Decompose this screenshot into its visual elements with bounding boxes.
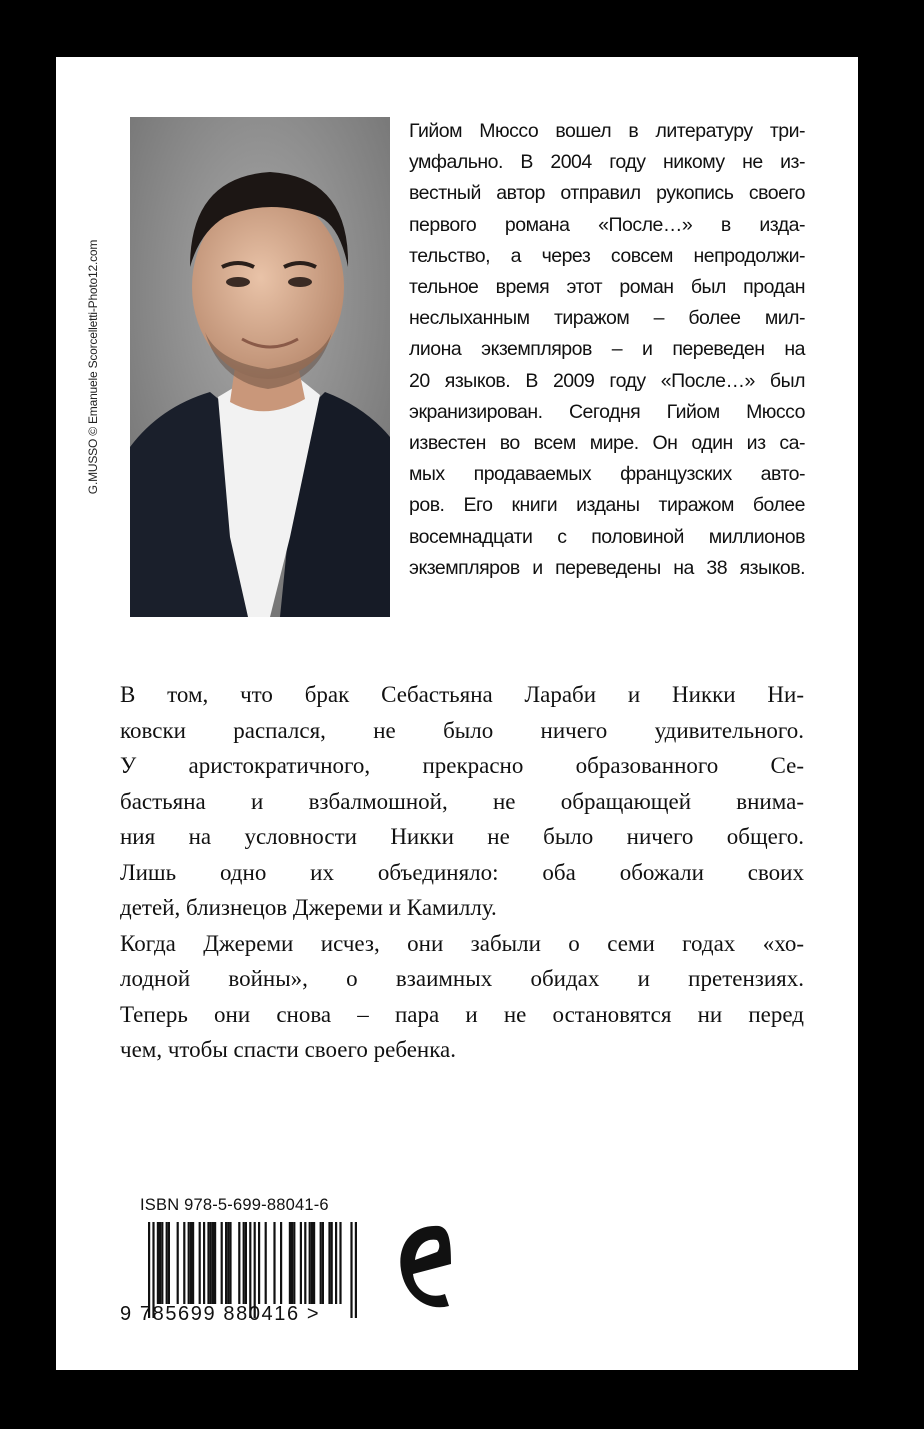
barcode-bar: [335, 1222, 337, 1304]
barcode-bar: [214, 1222, 216, 1304]
photo-credit: [86, 120, 104, 619]
bio-line: Гийом Мюссо вошел в литературу три-: [409, 120, 805, 142]
blurb-line: ния на условности Никки не было ничего общего.: [120, 824, 804, 849]
bio-line: тельство, а через совсем непродолжи-: [409, 244, 805, 267]
barcode-bar: [313, 1222, 315, 1304]
bio-line: известен во всем мире. Он один из са-: [409, 432, 805, 455]
barcode-bar: [229, 1222, 231, 1304]
barcode-bar: [289, 1222, 291, 1304]
eksmo-logo-icon: [393, 1220, 457, 1320]
barcode-bar: [258, 1222, 260, 1304]
barcode-bar: [199, 1222, 201, 1304]
barcode-bar: [157, 1222, 159, 1304]
bio-line: умфально. В 2004 году никому не из-: [409, 151, 805, 174]
blurb-line: Лишь одно их объединяло: оба обожали своих: [120, 859, 804, 885]
barcode-bar: [320, 1222, 322, 1304]
barcode-bar: [280, 1222, 282, 1304]
barcode-bar: [300, 1222, 302, 1304]
blurb-line: чем, чтобы спасти своего ребенка.: [120, 1037, 457, 1062]
bio-line: ров. Его книги изданы тиражом более: [409, 494, 805, 517]
barcode-bar: [331, 1222, 333, 1304]
barcode-bar: [168, 1222, 170, 1304]
barcode-bar: [328, 1222, 330, 1304]
barcode-bar: [188, 1222, 190, 1304]
barcode-bar: [166, 1222, 168, 1304]
author-bio: [409, 116, 805, 584]
barcode-bar: [311, 1222, 313, 1304]
barcode-digits: 9 785699 880416 >: [120, 1303, 321, 1325]
barcode-bar: [238, 1222, 240, 1304]
isbn-label: ISBN 978-5-699-88041-6: [140, 1196, 329, 1214]
bio-line: первого романа «После…» в изда-: [409, 213, 805, 236]
barcode-bar: [183, 1222, 185, 1304]
barcode-bar: [350, 1222, 352, 1318]
barcode-bar: [225, 1222, 227, 1304]
barcode-bar: [243, 1222, 245, 1304]
bio-line: 20 языков. В 2009 году «После…» был: [409, 369, 805, 392]
bio-line: лиона экземпляров – и переведен на: [409, 338, 805, 361]
barcode-bar: [161, 1222, 163, 1304]
barcode-bar: [207, 1222, 209, 1304]
bio-line: тельное время этот роман был продан: [409, 276, 805, 299]
barcode-bar: [322, 1222, 324, 1304]
barcode-bar: [339, 1222, 341, 1304]
barcode-bar: [227, 1222, 229, 1304]
barcode-bar: [212, 1222, 214, 1304]
barcode-bar: [159, 1222, 161, 1304]
barcode-bar: [203, 1222, 205, 1304]
barcode-bar: [192, 1222, 194, 1304]
blurb-line: Теперь они снова – пара и не остановятся ни перед: [120, 1001, 804, 1027]
author-photo: [130, 117, 390, 617]
barcode-bar: [291, 1222, 293, 1304]
bio-line: неслыханным тиражом – более мил-: [409, 307, 805, 330]
book-blurb: [120, 677, 804, 1068]
bio-line: вестный автор отправил рукопись своего: [409, 182, 805, 205]
blurb-line: лодной войны», о взаимных обидах и претензиях.: [120, 966, 804, 991]
barcode-bar: [293, 1222, 295, 1304]
barcode-bar: [190, 1222, 192, 1304]
barcode-bar: [304, 1222, 306, 1304]
barcode-bar: [245, 1222, 247, 1304]
blurb-line: У аристократичного, прекрасно образованного Се-: [120, 753, 804, 778]
bio-line: восемнадцати с половиной миллионов: [409, 525, 805, 548]
bio-line: экранизирован. Сегодня Гийом Мюссо: [409, 400, 805, 423]
barcode-bar: [309, 1222, 311, 1304]
blurb-line: В том, что брак Себастьяна Лараби и Никки Ни-: [120, 682, 804, 707]
barcode-bar: [273, 1222, 275, 1304]
bio-line: экземпляров и переведены на 38 языков.: [409, 556, 805, 579]
barcode-bar: [210, 1222, 212, 1304]
barcode-bar: [177, 1222, 179, 1304]
blurb-line: детей, близнецов Джереми и Камиллу.: [120, 895, 497, 920]
blurb-line: Когда Джереми исчез, они забыли о семи годах «хо-: [120, 930, 804, 956]
blurb-line: ковски распался, не было ничего удивительного.: [120, 717, 804, 743]
bio-line: мых продаваемых французских авто-: [409, 463, 805, 486]
barcode-bar: [355, 1222, 357, 1318]
barcode-bar: [265, 1222, 267, 1304]
blurb-line: бастьяна и взбалмошной, не обращающей внима-: [120, 788, 804, 814]
author-portrait-icon: [130, 117, 390, 617]
photo-credit-text: G.MUSSO © Emanuele Scorcelletti-Photo12.com: [86, 239, 100, 495]
barcode-bar: [221, 1222, 223, 1304]
